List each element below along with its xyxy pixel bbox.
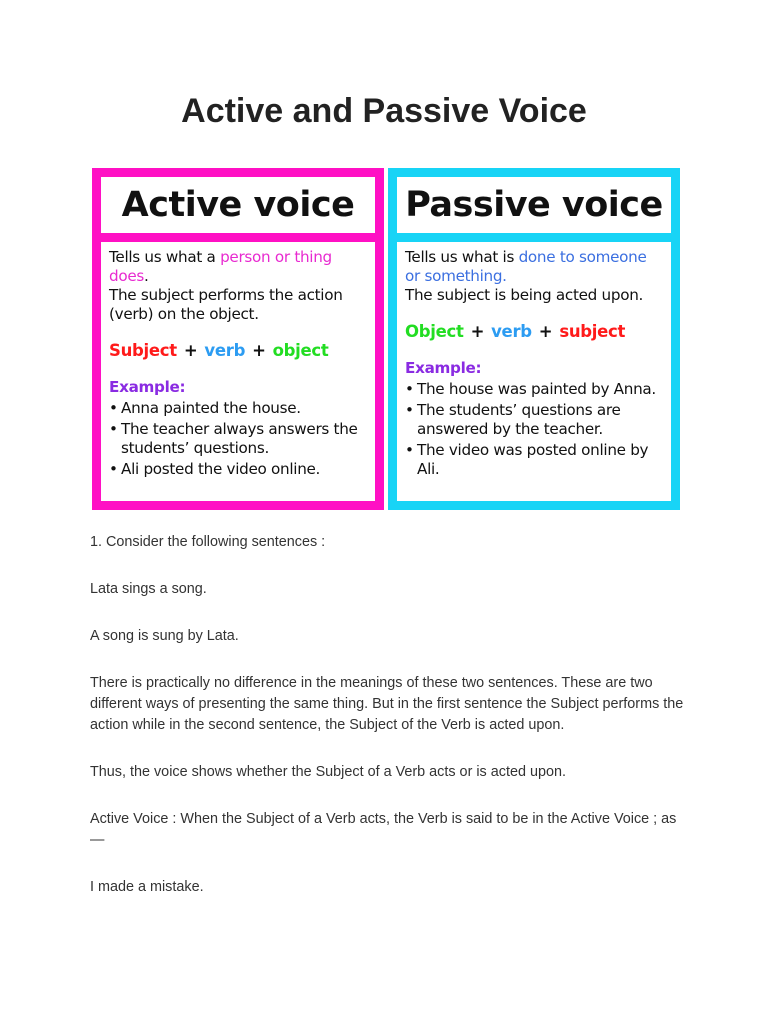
- paragraph: I made a mistake.: [90, 879, 204, 895]
- list-item: • The teacher always answers the students’ questions.: [109, 420, 369, 458]
- article-body: [90, 532, 690, 924]
- passive-desc-highlight: done to someone or something.: [405, 248, 647, 285]
- list-item: • The video was posted online by Ali.: [405, 441, 665, 479]
- list-item: • Ali posted the video online.: [109, 460, 369, 479]
- passive-desc-line: [405, 248, 665, 286]
- voice-comparison-figure: [92, 168, 680, 510]
- active-voice-panel: [92, 168, 384, 510]
- paragraph: Thus, the voice shows whether the Subject of a Verb acts or is acted upon.: [90, 764, 566, 780]
- passive-examples-list: [405, 380, 665, 479]
- list-item: • The house was painted by Anna.: [405, 380, 665, 399]
- plus-sign: +: [470, 322, 485, 341]
- paragraph: There is practically no difference in the meanings of these two sentences. These are two different ways of presenting the same thing. But in the first sentence the Subject performs the action while in the second sentence, the Subject of the Verb is acted upon.: [90, 675, 684, 733]
- active-formula-verb: verb: [204, 341, 246, 360]
- active-desc-line: [109, 248, 369, 286]
- active-desc-highlight: person or thing does: [109, 248, 332, 285]
- list-item: • The students’ questions are answered by the teacher.: [405, 401, 665, 439]
- active-desc-pre: Tells us what a: [109, 248, 221, 266]
- active-formula: [109, 341, 369, 360]
- plus-sign: +: [252, 341, 266, 360]
- active-desc-2: The subject performs the action (verb) on the object.: [109, 286, 343, 323]
- passive-voice-description: [405, 248, 665, 305]
- passive-desc-pre: Tells us what is: [405, 248, 519, 266]
- active-voice-heading: Active voice: [101, 177, 375, 242]
- passive-formula: [405, 322, 665, 341]
- passive-formula-object: Object: [405, 322, 464, 341]
- paragraph: Active Voice : When the Subject of a Verb acts, the Verb is said to be in the Active Voice ; as—: [90, 811, 677, 848]
- paragraph: A song is sung by Lata.: [90, 628, 239, 644]
- active-formula-subject: Subject: [109, 341, 177, 360]
- passive-example-label: Example:: [405, 359, 482, 377]
- plus-sign: +: [538, 322, 553, 341]
- paragraph: 1. Consider the following sentences :: [90, 534, 326, 550]
- passive-desc-2: The subject is being acted upon.: [405, 286, 644, 304]
- passive-voice-heading: Passive voice: [397, 177, 671, 242]
- active-voice-body: [101, 242, 375, 481]
- active-examples-list: [109, 399, 369, 479]
- active-example-label: Example:: [109, 378, 186, 396]
- active-desc-post: .: [144, 267, 149, 285]
- active-voice-description: [109, 248, 369, 324]
- paragraph: Lata sings a song.: [90, 581, 207, 597]
- active-formula-object: object: [272, 341, 329, 360]
- list-item: • Anna painted the house.: [109, 399, 369, 418]
- passive-formula-verb: verb: [491, 322, 532, 341]
- passive-formula-subject: subject: [559, 322, 626, 341]
- passive-voice-panel: [388, 168, 680, 510]
- page-title: Active and Passive Voice: [181, 92, 587, 130]
- passive-voice-body: [397, 242, 671, 481]
- plus-sign: +: [183, 341, 198, 360]
